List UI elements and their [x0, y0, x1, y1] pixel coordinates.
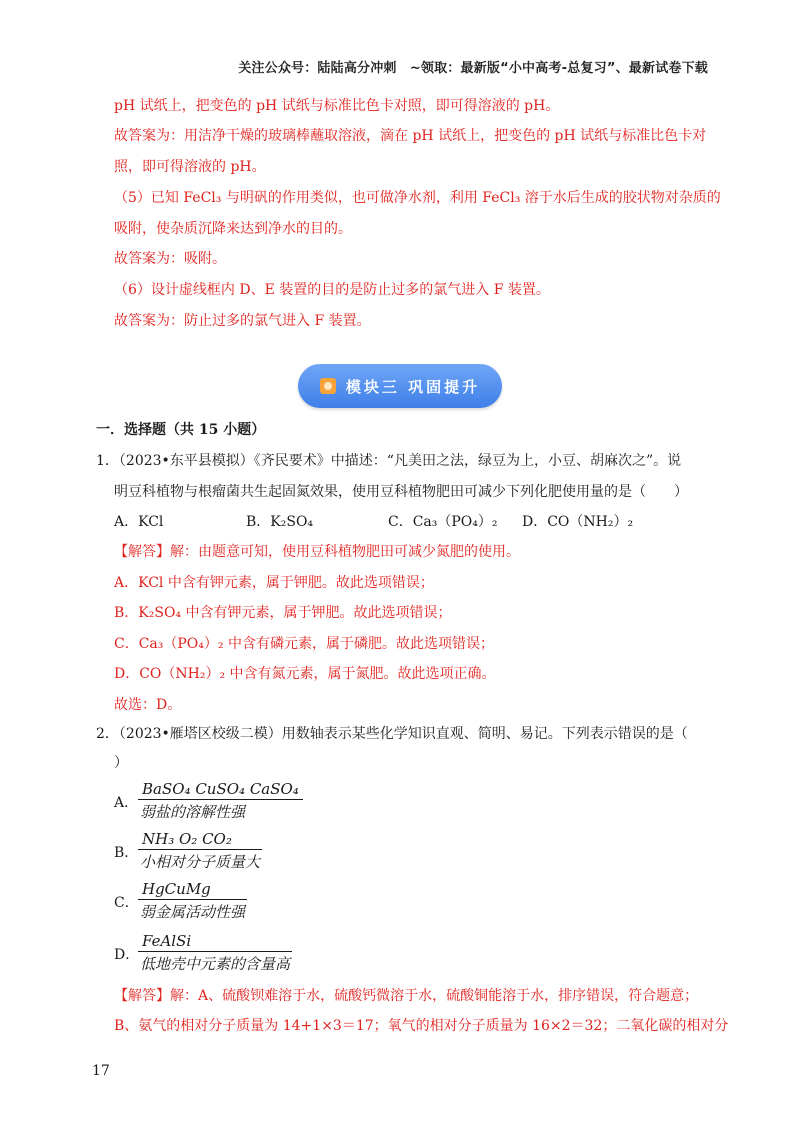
option-d-formulas: FeAlSi [142, 932, 192, 950]
answer-line: 照，即可得溶液的 pH。 [114, 159, 266, 175]
option-b: B．K₂SO₄ [246, 514, 314, 530]
option-d-label: D． [114, 947, 140, 963]
option-c-label: C． [114, 895, 139, 911]
question-stem: 2．（2023•雁塔区校级二模）用数轴表示某些化学知识直观、简明、易记。下列表示错误的是（ [96, 726, 688, 742]
option-a-formulas: BaSO₄ CuSO₄ CaSO₄ [142, 780, 299, 798]
answer-line: 故答案为：防止过多的氯气进入 F 装置。 [114, 313, 371, 329]
answer-line: 故答案为：吸附。 [114, 251, 226, 267]
option-a-label: A． [114, 795, 139, 811]
page-header: 关注公众号：陆陆高分冲刺 ~领取：最新版“小中高考-总复习”、最新试卷下载 [238, 61, 708, 76]
solution-line: D．CO（NH₂）₂ 中含有氮元素，属于氮肥。故此选项正确。 [114, 666, 496, 682]
solution-line: 故选：D。 [114, 697, 182, 713]
solution-line: A．KCl 中含有钾元素，属于钾肥。故此选项错误； [114, 575, 434, 591]
solution-line: B．K₂SO₄ 中含有钾元素，属于钾肥。故此选项错误； [114, 605, 452, 621]
option-a-caption: 弱盐的溶解性强 [140, 803, 246, 821]
answer-line: pH 试纸上，把变色的 pH 试纸与标准比色卡对照，即可得溶液的 pH。 [114, 98, 560, 114]
answer-line: 故答案为：用洁净干燥的玻璃棒蘸取溶液，滴在 pH 试纸上，把变色的 pH 试纸与标准比色卡对 [114, 128, 707, 144]
option-b-formulas: NH₃ O₂ CO₂ [142, 830, 232, 848]
page-number: 17 [92, 1063, 110, 1079]
section-title: 一．选择题（共 15 小题） [96, 422, 266, 438]
option-c: C．Ca₃（PO₄）₂ [388, 514, 498, 530]
option-c-number-line [138, 880, 247, 922]
question-stem: 1．（2023•东平县模拟）《齐民要术》中描述：“凡美田之法，绿豆为上，小豆、胡麻次之”。说 [96, 453, 682, 469]
solution-line: 【解答】解：由题意可知，使用豆科植物肥田可减少氮肥的使用。 [114, 544, 520, 560]
answer-line: （5）已知 FeCl₃ 与明矾的作用类似，也可做净水剂，利用 FeCl₃ 溶于水后生成的胶状物对杂质的 [114, 190, 721, 206]
option-d: D．CO（NH₂）₂ [522, 514, 634, 530]
answer-line: 吸附，使杂质沉降来达到净水的目的。 [114, 221, 352, 237]
option-d-number-line [138, 932, 292, 974]
lightbulb-icon [320, 378, 336, 394]
solution-line: B、氨气的相对分子质量为 14+1×3＝17；氧气的相对分子质量为 16×2＝32；二氧化碳的相对分 [114, 1018, 729, 1034]
option-b-number-line [138, 830, 262, 872]
question-stem: 明豆科植物与根瘤菌共生起固氮效果，使用豆科植物肥田可减少下列化肥使用量的是（ ） [114, 484, 688, 500]
option-d-caption: 低地壳中元素的含量高 [140, 955, 291, 973]
option-b-caption: 小相对分子质量大 [140, 853, 261, 871]
answer-line: （6）设计虚线框内 D、E 装置的目的是防止过多的氯气进入 F 装置。 [114, 282, 550, 298]
question-stem: ） [114, 755, 128, 771]
option-c-formulas: HgCuMg [142, 880, 211, 898]
option-a: A．KCl [114, 514, 164, 530]
option-a-number-line [138, 780, 303, 822]
banner-text: 模块三 巩固提升 [345, 377, 481, 396]
module-banner [298, 364, 502, 408]
option-b-label: B． [114, 845, 139, 861]
solution-line: 【解答】解：A、硫酸钡难溶于水，硫酸钙微溶于水，硫酸铜能溶于水，排序错误，符合题意； [114, 988, 699, 1004]
option-c-caption: 弱金属活动性强 [140, 903, 246, 921]
solution-line: C．Ca₃（PO₄）₂ 中含有磷元素，属于磷肥。故此选项错误； [114, 636, 494, 652]
